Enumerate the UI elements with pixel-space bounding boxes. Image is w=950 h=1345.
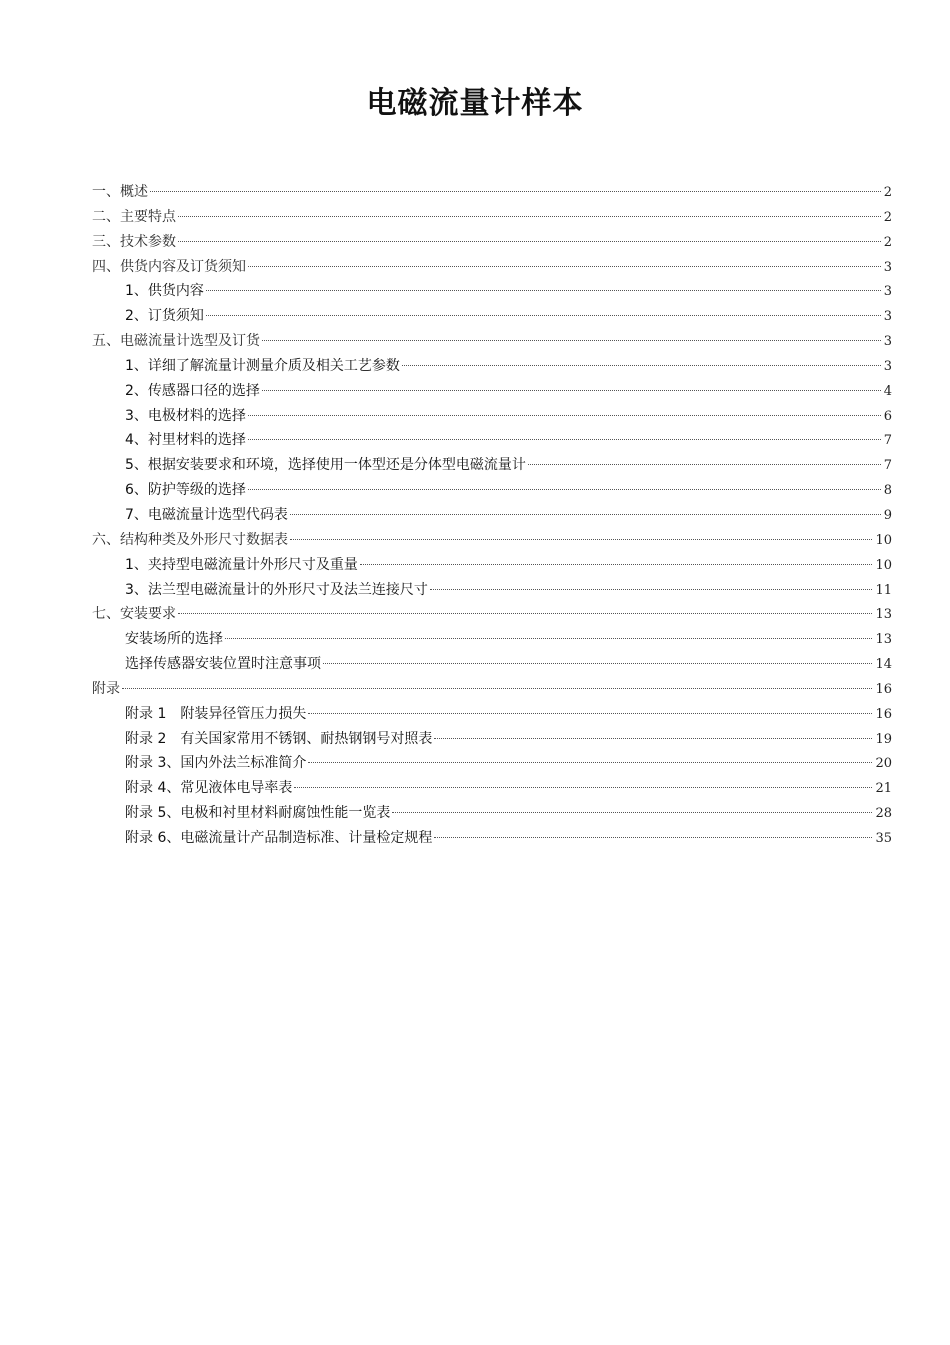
toc-page-number: 14 (875, 657, 892, 673)
toc-entry-section[interactable] (92, 255, 892, 280)
toc-dot-leader (323, 663, 872, 664)
toc-page-number: 3 (883, 284, 892, 300)
toc-entry-subsection[interactable] (92, 453, 892, 478)
toc-page-number: 8 (883, 483, 892, 499)
toc-entry-section[interactable] (92, 180, 892, 205)
toc-entry-subsection[interactable] (92, 404, 892, 429)
toc-dot-leader (248, 266, 881, 267)
toc-page-number: 20 (875, 756, 892, 772)
toc-page-number: 3 (883, 334, 892, 350)
toc-dot-leader (290, 514, 881, 515)
toc-dot-leader (308, 762, 872, 763)
toc-page-number: 3 (883, 309, 892, 325)
toc-entry-subsection[interactable] (92, 279, 892, 304)
toc-page-number: 35 (875, 830, 892, 846)
toc-entry-label: 三、技术参数 (92, 233, 176, 250)
toc-entry-label: 一、概述 (92, 184, 148, 200)
toc-entry-section[interactable] (92, 528, 892, 553)
toc-dot-leader (434, 837, 872, 838)
toc-entry-subsection[interactable] (92, 826, 892, 851)
toc-entry-subsection[interactable] (92, 553, 892, 578)
toc-entry-label: 附录 3、国内外法兰标准简介 (125, 755, 307, 772)
toc-entry-label: 3、法兰型电磁流量计的外形尺寸及法兰连接尺寸 (125, 581, 428, 598)
toc-page-number: 3 (883, 259, 892, 275)
toc-entry-label: 6、防护等级的选择 (125, 482, 246, 499)
toc-entry-subsection[interactable] (92, 702, 892, 727)
toc-entry-section[interactable] (92, 230, 892, 255)
toc-entry-label: 1、详细了解流量计测量介质及相关工艺参数 (125, 357, 400, 374)
toc-entry-section[interactable] (92, 677, 892, 702)
toc-page-number: 11 (875, 582, 892, 598)
toc-entry-section[interactable] (92, 329, 892, 354)
toc-page-number: 16 (875, 681, 892, 697)
toc-entry-label: 1、夹持型电磁流量计外形尺寸及重量 (125, 556, 358, 573)
toc-entry-label: 2、传感器口径的选择 (125, 382, 260, 399)
toc-dot-leader (225, 638, 872, 639)
toc-entry-label: 安装场所的选择 (125, 631, 223, 648)
toc-page-number: 2 (883, 209, 892, 225)
toc-entry-subsection[interactable] (92, 478, 892, 503)
toc-dot-leader (248, 415, 881, 416)
toc-dot-leader (262, 390, 881, 391)
toc-dot-leader (178, 216, 881, 217)
toc-entry-label: 五、电磁流量计选型及订货 (92, 333, 260, 350)
toc-entry-label: 二、主要特点 (92, 208, 176, 225)
toc-page-number: 13 (875, 607, 892, 623)
toc-dot-leader (262, 340, 881, 341)
page-title: 电磁流量计样本 (366, 86, 584, 121)
toc-entry-subsection[interactable] (92, 578, 892, 603)
toc-dot-leader (248, 439, 881, 440)
toc-page-number: 2 (883, 234, 892, 250)
toc-entry-label: 2、订货须知 (125, 308, 204, 325)
toc-dot-leader (248, 489, 881, 490)
toc-page-number: 10 (875, 557, 892, 573)
toc-entry-subsection[interactable] (92, 801, 892, 826)
toc-page-number: 4 (883, 383, 892, 399)
toc-entry-label: 3、电极材料的选择 (125, 407, 246, 424)
toc-entry-label: 4、衬里材料的选择 (125, 432, 246, 449)
toc-dot-leader (430, 589, 873, 590)
toc-page-number: 3 (883, 358, 892, 374)
toc-entry-subsection[interactable] (92, 652, 892, 677)
toc-entry-label: 七、安装要求 (92, 606, 176, 623)
toc-entry-label: 附录 1 附装异径管压力损失 (125, 705, 307, 722)
toc-entry-subsection[interactable] (92, 727, 892, 752)
toc-dot-leader (150, 191, 881, 192)
toc-dot-leader (178, 613, 872, 614)
toc-page-number: 9 (883, 507, 892, 523)
toc-entry-label: 5、根据安装要求和环境，选择使用一体型还是分体型电磁流量计 (125, 457, 526, 474)
toc-dot-leader (178, 241, 881, 242)
toc-entry-label: 附录 4、常见液体电导率表 (125, 780, 293, 797)
toc-page-number: 28 (875, 806, 892, 822)
toc-page-number: 13 (875, 632, 892, 648)
toc-page-number: 21 (875, 781, 892, 797)
toc-entry-label: 7、电磁流量计选型代码表 (125, 506, 288, 523)
toc-dot-leader (360, 564, 873, 565)
toc-entry-label: 六、结构种类及外形尺寸数据表 (92, 531, 288, 548)
toc-page-number: 7 (883, 433, 892, 449)
toc-entry-subsection[interactable] (92, 503, 892, 528)
toc-dot-leader (290, 539, 872, 540)
toc-entry-label: 附录 2 有关国家常用不锈钢、耐热钢钢号对照表 (125, 730, 433, 747)
toc-entry-subsection[interactable] (92, 379, 892, 404)
toc-dot-leader (392, 812, 872, 813)
toc-dot-leader (434, 738, 872, 739)
toc-entry-label: 附录 6、电磁流量计产品制造标准、计量检定规程 (125, 829, 433, 846)
toc-page-number: 16 (875, 706, 892, 722)
toc-entry-subsection[interactable] (92, 354, 892, 379)
toc-entry-label: 附录 5、电极和衬里材料耐腐蚀性能一览表 (125, 805, 391, 822)
toc-dot-leader (528, 464, 881, 465)
toc-entry-label: 四、供货内容及订货须知 (92, 258, 246, 275)
toc-entry-subsection[interactable] (92, 627, 892, 652)
toc-dot-leader (308, 713, 872, 714)
toc-entry-subsection[interactable] (92, 751, 892, 776)
toc-page-number: 7 (883, 458, 892, 474)
toc-entry-label: 1、供货内容 (125, 283, 204, 300)
toc-page-number: 2 (883, 185, 892, 200)
toc-entry-subsection[interactable] (92, 304, 892, 329)
toc-entry-section[interactable] (92, 205, 892, 230)
toc-dot-leader (206, 290, 881, 291)
toc-entry-subsection[interactable] (92, 428, 892, 453)
toc-entry-section[interactable] (92, 602, 892, 627)
table-of-contents (92, 180, 892, 851)
toc-entry-label: 选择传感器安装位置时注意事项 (125, 656, 321, 673)
toc-dot-leader (294, 787, 872, 788)
toc-dot-leader (206, 315, 881, 316)
toc-page-number: 6 (883, 408, 892, 424)
toc-entry-subsection[interactable] (92, 776, 892, 801)
toc-dot-leader (122, 688, 872, 689)
toc-page-number: 19 (875, 731, 892, 747)
toc-entry-label: 附录 (92, 680, 120, 697)
toc-dot-leader (402, 365, 881, 366)
toc-page-number: 10 (875, 532, 892, 548)
